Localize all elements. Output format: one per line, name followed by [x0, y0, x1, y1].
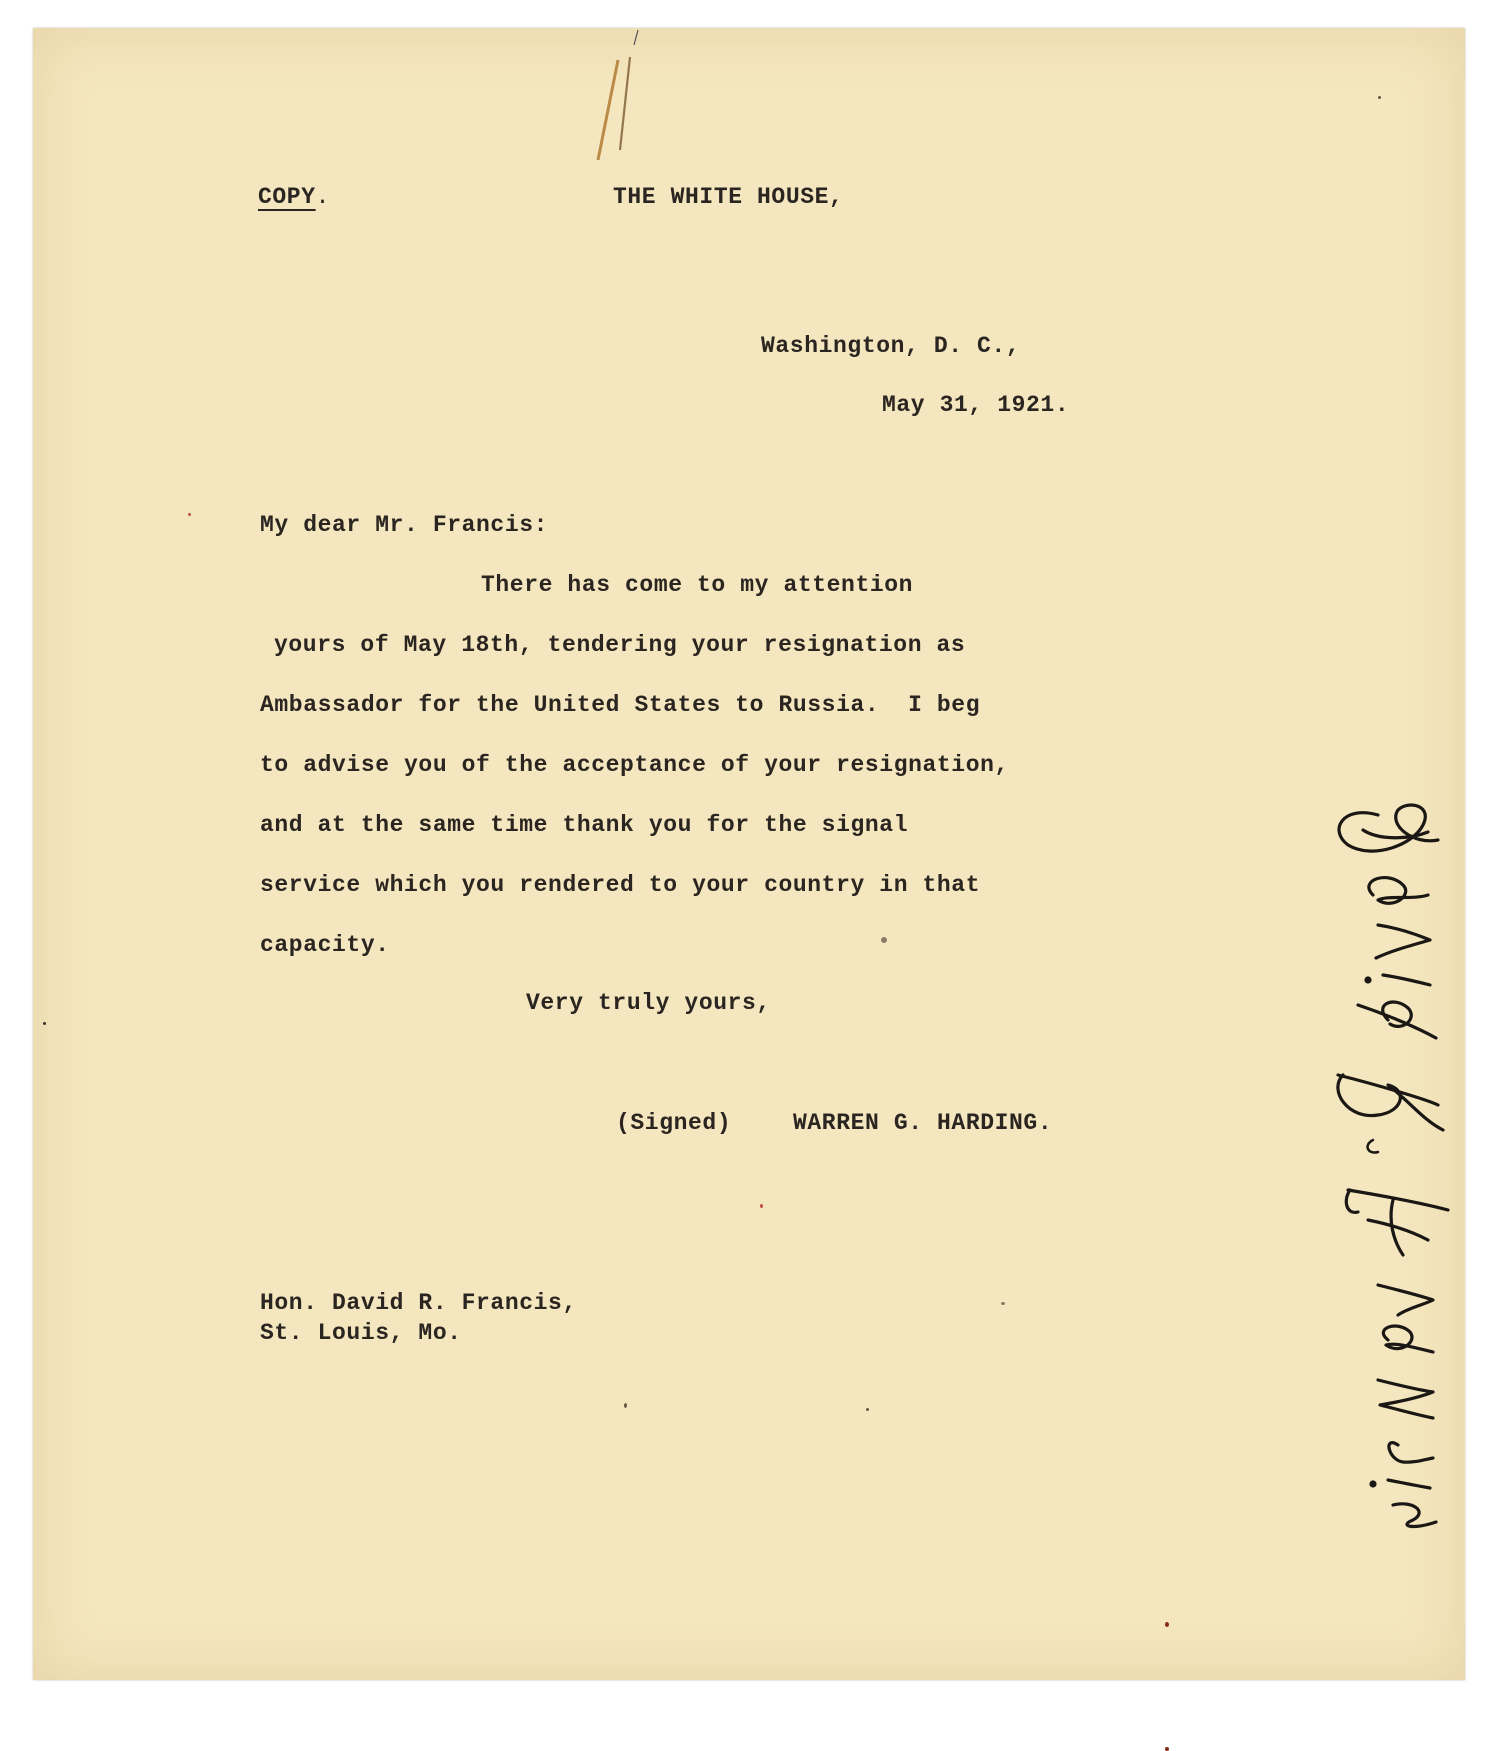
copy-label-text: COPY — [258, 184, 316, 210]
date-line: May 31, 1921. — [882, 392, 1070, 418]
paper-speck — [881, 937, 887, 943]
salutation: My dear Mr. Francis: — [260, 512, 549, 538]
closing: Very truly yours, — [526, 990, 771, 1016]
body-line: There has come to my attention — [481, 572, 914, 598]
paper-speck — [866, 1408, 869, 1411]
signer-name: WARREN G. HARDING. — [793, 1110, 1053, 1136]
paper-speck — [43, 1022, 46, 1025]
body-line: and at the same time thank you for the signal — [260, 812, 909, 838]
signed-label: (Signed) — [616, 1110, 732, 1136]
paper-speck — [1001, 1302, 1005, 1305]
body-line: Ambassador for the United States to Russia. I beg — [260, 692, 981, 718]
body-line: capacity. — [260, 932, 390, 958]
copy-label-period: . — [315, 184, 331, 210]
paper-speck — [1165, 1747, 1169, 1751]
letter-sheet — [33, 28, 1465, 1680]
letterhead: THE WHITE HOUSE, — [613, 184, 844, 210]
body-line: yours of May 18th, tendering your resignation as — [274, 632, 966, 658]
addressee-city: St. Louis, Mo. — [260, 1320, 462, 1346]
addressee-name: Hon. David R. Francis, — [260, 1290, 577, 1316]
paper-speck — [188, 513, 191, 516]
copy-label — [258, 186, 330, 209]
paper-speck — [760, 1204, 763, 1208]
handwritten-signature — [1318, 800, 1468, 1530]
place-line: Washington, D. C., — [761, 333, 1021, 359]
paper-speck — [1378, 96, 1381, 99]
paper-speck — [1165, 1622, 1169, 1627]
body-line: service which you rendered to your country in that — [260, 872, 981, 898]
body-line: to advise you of the acceptance of your resignation, — [260, 752, 1009, 778]
paper-speck — [624, 1403, 627, 1408]
